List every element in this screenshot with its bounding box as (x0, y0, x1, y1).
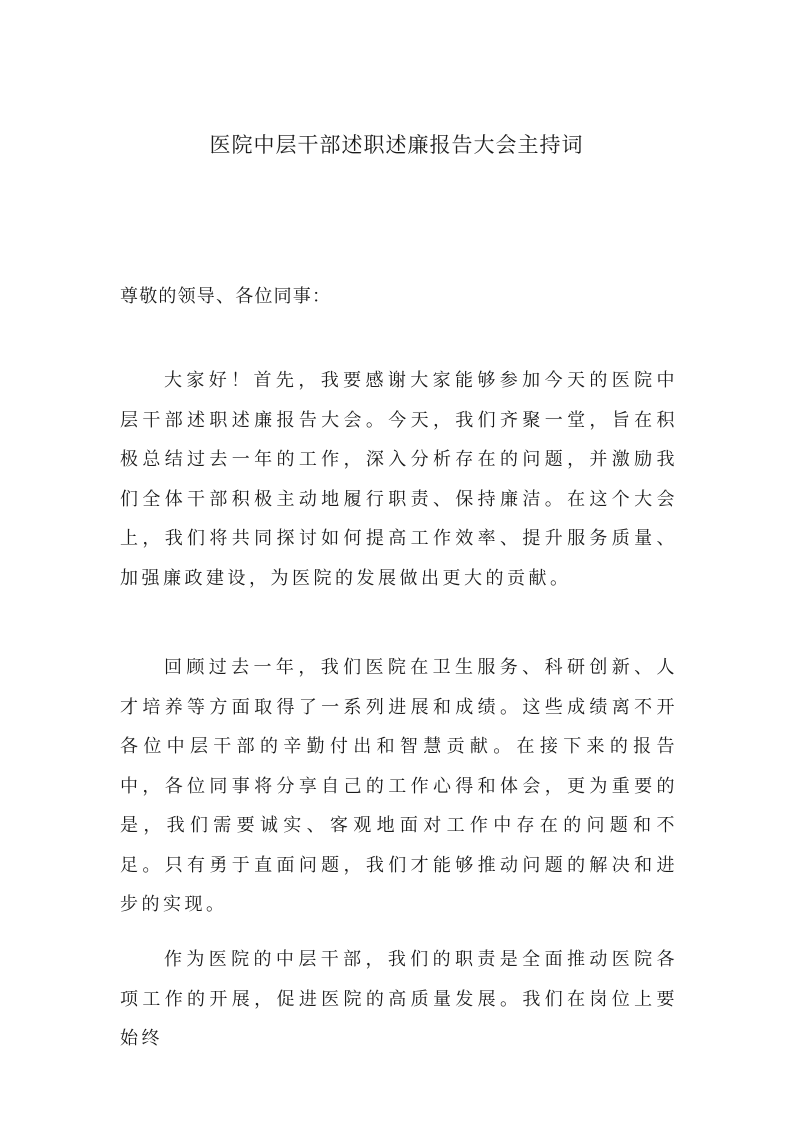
paragraph-2: 回顾过去一年，我们医院在卫生服务、科研创新、人才培养等方面取得了一系列进展和成绩。这些成绩离不开各位中层干部的辛勤付出和智慧贡献。在接下来的报告中，各位同事将分享自己的工作心得和体会，更为重要的是，我们需要诚实、客观地面对工作中存在的问题和不足。只有勇于直面问题，我们才能够推动问题的解决和进步的实现。 (120, 657, 678, 915)
document-title: 医院中层干部述职述廉报告大会主持词 (209, 133, 584, 157)
salutation: 尊敬的领导、各位同事： (120, 286, 332, 307)
paragraph-3: 作为医院的中层干部，我们的职责是全面推动医院各项工作的开展，促进医院的高质量发展。我们在岗位上要始终 (120, 949, 678, 1049)
paragraph-1: 大家好！首先，我要感谢大家能够参加今天的医院中层干部述职述廉报告大会。今天，我们齐聚一堂，旨在积极总结过去一年的工作，深入分析存在的问题，并激励我们全体干部积极主动地履行职责、保持廉洁。在这个大会上，我们将共同探讨如何提高工作效率、提升服务质量、加强廉政建设，为医院的发展做出更大的贡献。 (120, 370, 678, 589)
